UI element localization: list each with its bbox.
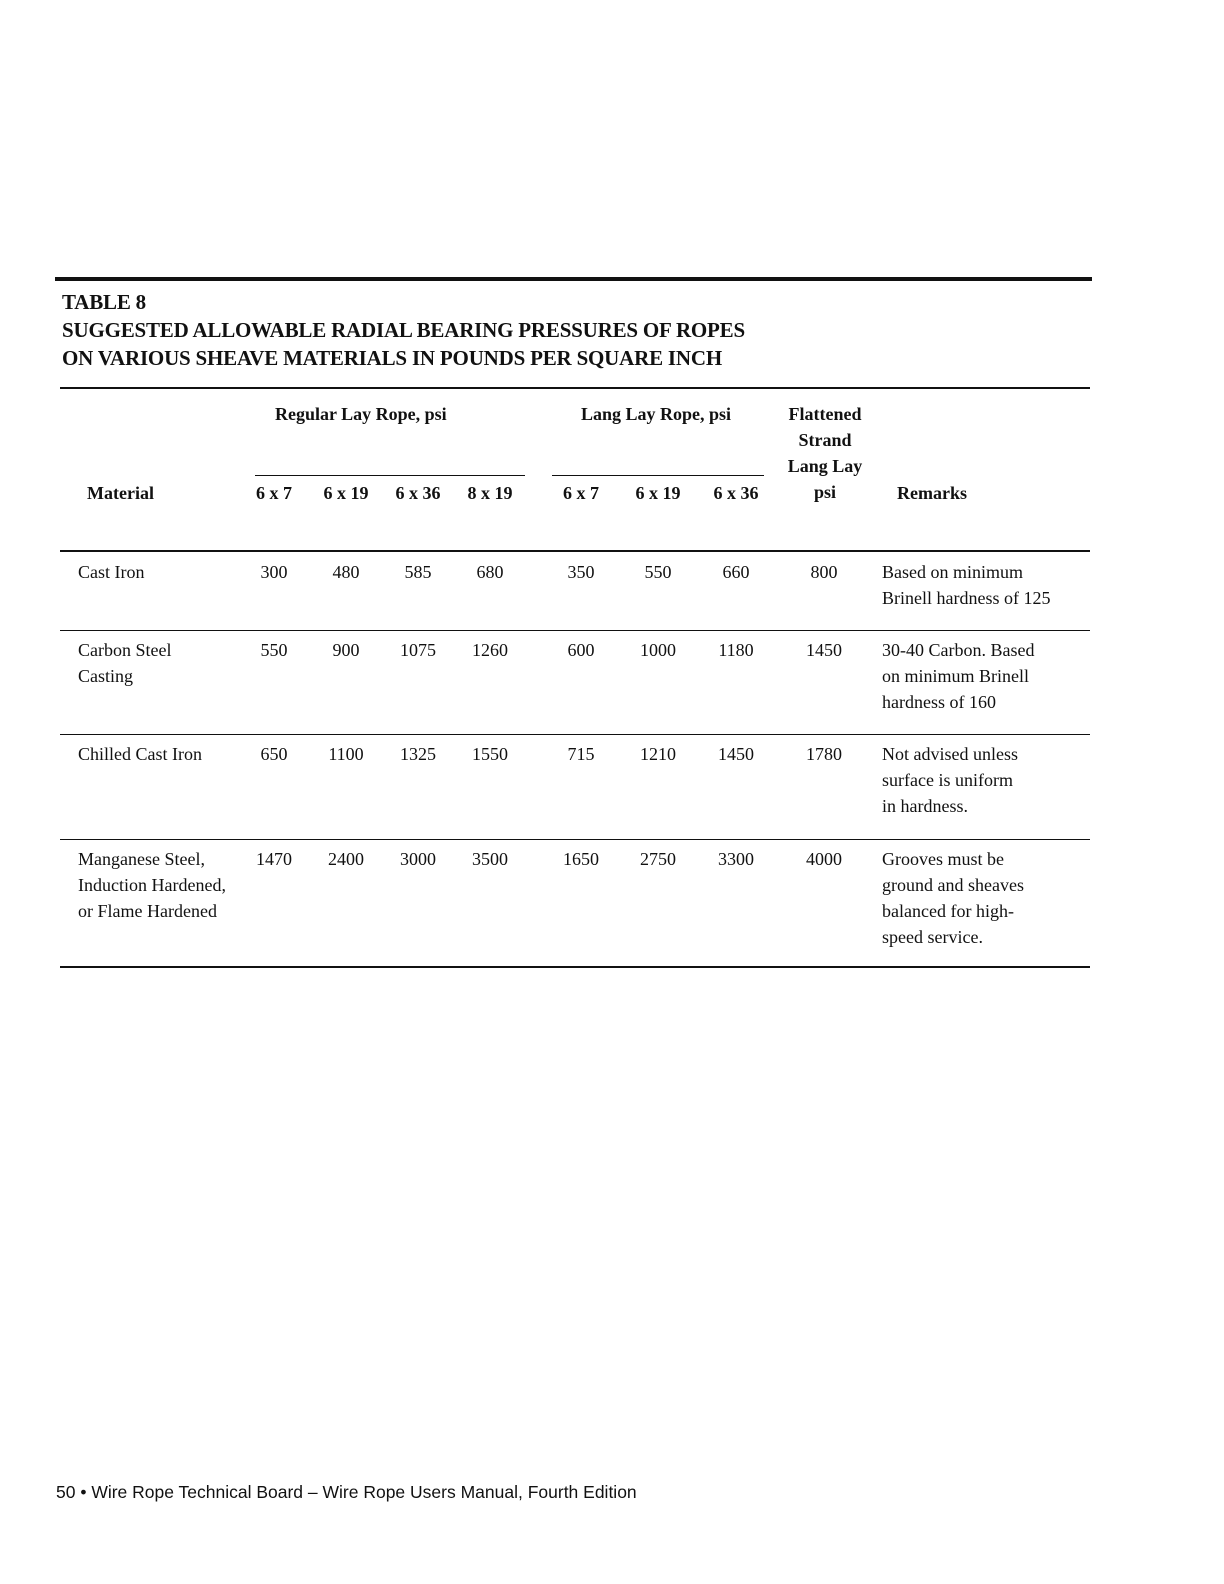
header-material: Material xyxy=(87,483,154,503)
title-rule xyxy=(60,387,1090,389)
remarks-cell xyxy=(882,846,1087,950)
value-regular-6x36: 3000 xyxy=(400,849,436,869)
value-regular-6x19: 1100 xyxy=(328,744,364,764)
material-cell xyxy=(78,559,263,585)
header-regular-8x19: 8 x 19 xyxy=(467,483,513,503)
lang-lay-group-rule xyxy=(552,475,764,476)
material-line: or Flame Hardened xyxy=(78,901,217,921)
header-regular-6x19: 6 x 19 xyxy=(323,483,369,503)
header-flattened-line-1: Flattened xyxy=(788,404,862,424)
value-lang-6x7: 600 xyxy=(567,640,595,660)
header-lang-6x36: 6 x 36 xyxy=(713,483,759,503)
value-regular-8x19: 1550 xyxy=(472,744,508,764)
value-lang-6x7: 350 xyxy=(567,562,595,582)
header-remarks: Remarks xyxy=(897,483,967,503)
table-title-block xyxy=(62,288,745,372)
remarks-cell xyxy=(882,559,1087,611)
header-flattened-strand xyxy=(775,401,875,505)
remarks-line: Brinell hardness of 125 xyxy=(882,588,1051,608)
header-regular-lay-group: Regular Lay Rope, psi xyxy=(275,404,447,424)
value-regular-8x19: 680 xyxy=(476,562,504,582)
header-regular-6x36: 6 x 36 xyxy=(395,483,441,503)
value-flattened-strand: 1450 xyxy=(806,640,842,660)
value-flattened-strand: 1780 xyxy=(806,744,842,764)
remarks-line: Grooves must be xyxy=(882,849,1004,869)
value-regular-6x19: 480 xyxy=(332,562,360,582)
value-regular-6x7: 550 xyxy=(260,640,288,660)
material-line: Induction Hardened, xyxy=(78,875,226,895)
page-footer: 50 • Wire Rope Technical Board – Wire Rope Users Manual, Fourth Edition xyxy=(56,1482,637,1502)
material-cell xyxy=(78,637,263,689)
material-line: Carbon Steel xyxy=(78,640,172,660)
remarks-line: in hardness. xyxy=(882,796,968,816)
header-flattened-line-4: psi xyxy=(813,482,837,502)
value-lang-6x19: 550 xyxy=(644,562,672,582)
remarks-line: on minimum Brinell xyxy=(882,666,1029,686)
value-lang-6x7: 1650 xyxy=(563,849,599,869)
remarks-line: surface is uniform xyxy=(882,770,1013,790)
value-lang-6x19: 2750 xyxy=(640,849,676,869)
value-regular-6x7: 650 xyxy=(260,744,288,764)
value-regular-6x7: 1470 xyxy=(256,849,292,869)
value-lang-6x19: 1210 xyxy=(640,744,676,764)
row-divider xyxy=(60,734,1090,735)
remarks-line: Not advised unless xyxy=(882,744,1018,764)
value-regular-8x19: 1260 xyxy=(472,640,508,660)
remarks-line: hardness of 160 xyxy=(882,692,996,712)
remarks-line: speed service. xyxy=(882,927,983,947)
value-lang-6x36: 3300 xyxy=(718,849,754,869)
remarks-cell xyxy=(882,741,1087,819)
remarks-line: balanced for high- xyxy=(882,901,1014,921)
header-lang-6x7: 6 x 7 xyxy=(563,483,599,503)
value-regular-6x19: 900 xyxy=(332,640,360,660)
material-line: Manganese Steel, xyxy=(78,849,205,869)
material-line: Cast Iron xyxy=(78,562,145,582)
header-regular-6x7: 6 x 7 xyxy=(256,483,292,503)
value-flattened-strand: 4000 xyxy=(806,849,842,869)
header-flattened-line-3: Lang Lay xyxy=(787,456,863,476)
value-regular-6x36: 1075 xyxy=(400,640,436,660)
value-regular-6x36: 585 xyxy=(404,562,432,582)
value-lang-6x36: 1450 xyxy=(718,744,754,764)
value-lang-6x7: 715 xyxy=(567,744,595,764)
header-lang-6x19: 6 x 19 xyxy=(635,483,681,503)
value-regular-6x36: 1325 xyxy=(400,744,436,764)
material-cell xyxy=(78,846,263,924)
remarks-line: Based on minimum xyxy=(882,562,1023,582)
value-lang-6x19: 1000 xyxy=(640,640,676,660)
material-line: Casting xyxy=(78,666,134,686)
table-bottom-rule xyxy=(60,966,1090,968)
row-divider xyxy=(60,630,1090,631)
value-lang-6x36: 660 xyxy=(722,562,750,582)
regular-lay-group-rule xyxy=(255,475,525,476)
table-title-line-2: ON VARIOUS SHEAVE MATERIALS IN POUNDS PER SQUARE INCH xyxy=(62,346,722,370)
material-cell xyxy=(78,741,263,767)
value-lang-6x36: 1180 xyxy=(718,640,754,660)
table-title-line-1: SUGGESTED ALLOWABLE RADIAL BEARING PRESSURES OF ROPES xyxy=(62,318,745,342)
header-flattened-line-2: Strand xyxy=(798,430,852,450)
top-rule xyxy=(55,277,1092,281)
remarks-line: 30-40 Carbon. Based xyxy=(882,640,1035,660)
material-line: Chilled Cast Iron xyxy=(78,744,202,764)
remarks-line: ground and sheaves xyxy=(882,875,1024,895)
value-regular-6x19: 2400 xyxy=(328,849,364,869)
header-lang-lay-group: Lang Lay Rope, psi xyxy=(581,404,732,424)
table-label: TABLE 8 xyxy=(62,290,146,314)
header-bottom-rule xyxy=(60,550,1090,552)
remarks-cell xyxy=(882,637,1087,715)
row-divider xyxy=(60,839,1090,840)
value-flattened-strand: 800 xyxy=(810,562,838,582)
value-regular-8x19: 3500 xyxy=(472,849,508,869)
value-regular-6x7: 300 xyxy=(260,562,288,582)
